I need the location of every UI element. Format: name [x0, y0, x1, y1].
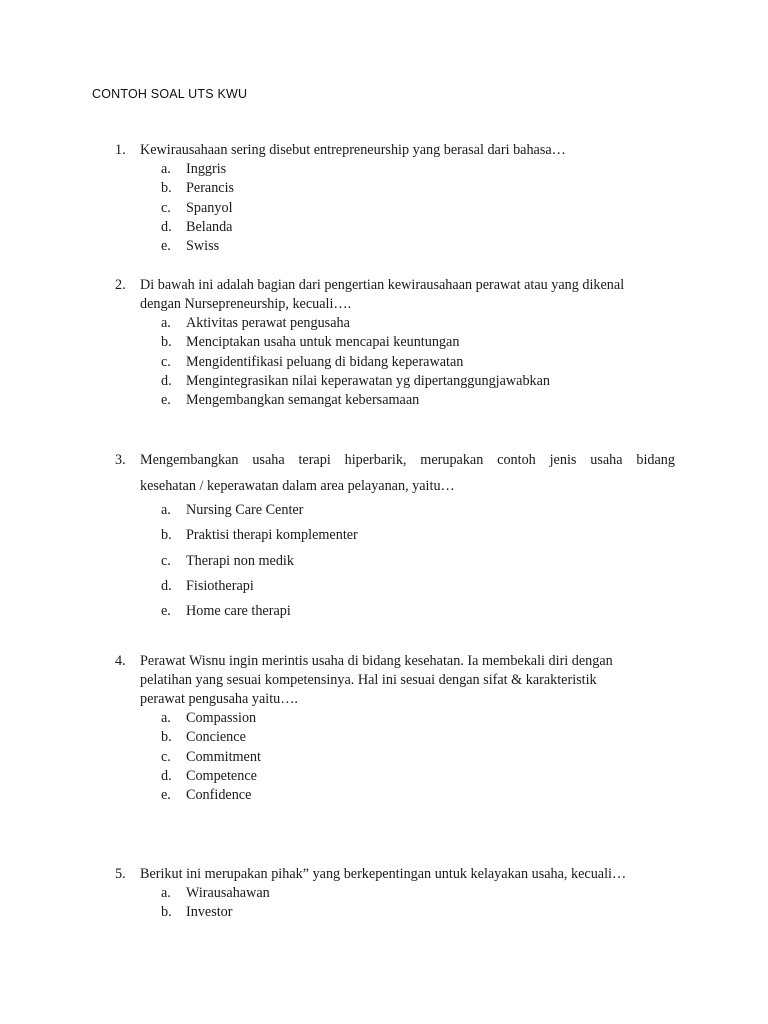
option-list: [115, 709, 675, 805]
question-text: Perawat Wisnu ingin merintis usaha di bidang kesehatan. Ia membekali diri dengan: [140, 653, 613, 669]
page-title: CONTOH SOAL UTS KWU: [92, 87, 248, 101]
question-3: [115, 446, 675, 624]
option-list: [115, 160, 675, 256]
option-item: [115, 523, 675, 548]
option-letter: c.: [161, 552, 171, 569]
option-letter: a.: [161, 315, 171, 331]
option-letter: b.: [161, 527, 172, 544]
option-item: [115, 391, 675, 410]
option-text: Investor: [186, 904, 233, 921]
option-letter: e.: [161, 392, 171, 409]
option-text: Mengintegrasikan nilai keperawatan yg dipertanggungjawabkan: [186, 372, 551, 389]
option-text: Menciptakan usaha untuk mencapai keuntungan: [186, 334, 460, 351]
option-item: [115, 179, 675, 198]
option-item: [115, 333, 675, 352]
option-text: Fisiotherapi: [186, 577, 254, 594]
question-number: 5.: [115, 866, 126, 882]
option-letter: d.: [161, 218, 172, 235]
option-letter: c.: [161, 353, 171, 370]
option-item: [115, 903, 675, 922]
question-text: kesehatan / keperawatan dalam area pelayanan, yaitu…: [140, 478, 455, 494]
question-2: [115, 276, 675, 410]
option-list: [115, 498, 675, 624]
option-item: [115, 786, 675, 805]
option-text: Compassion: [186, 710, 257, 726]
option-text: Inggris: [186, 161, 227, 177]
option-item: [115, 237, 675, 256]
question-number: 4.: [115, 653, 126, 669]
option-list: [115, 314, 675, 410]
question-number: 2.: [115, 277, 126, 293]
option-letter: e.: [161, 603, 171, 620]
option-item: [115, 748, 675, 767]
option-item: [115, 728, 675, 747]
option-letter: d.: [161, 372, 172, 389]
question-text: Berikut ini merupakan pihak” yang berkepentingan untuk kelayakan usaha, kecuali…: [140, 866, 627, 882]
option-letter: a.: [161, 710, 171, 726]
option-text: Mengidentifikasi peluang di bidang keperawatan: [186, 353, 464, 370]
option-item: [115, 574, 675, 599]
question-text: dengan Nursepreneurship, kecuali….: [140, 296, 352, 312]
option-letter: c.: [161, 748, 171, 765]
option-item: [115, 884, 675, 903]
option-letter: c.: [161, 199, 171, 216]
question-5: [115, 865, 675, 923]
option-letter: b.: [161, 729, 172, 746]
option-letter: b.: [161, 904, 172, 921]
question-text: perawat pengusaha yaitu….: [140, 691, 298, 707]
option-letter: a.: [161, 502, 171, 518]
question-1: [115, 141, 675, 256]
option-list: [115, 884, 675, 923]
option-item: [115, 767, 675, 786]
option-letter: b.: [161, 334, 172, 351]
question-text: Mengembangkan usaha terapi hiperbarik, merupakan contoh jenis usaha bidang: [140, 452, 675, 468]
option-text: Belanda: [186, 218, 233, 235]
question-text: Kewirausahaan sering disebut entrepreneurship yang berasal dari bahasa…: [140, 142, 566, 158]
option-item: [115, 199, 675, 218]
option-item: [115, 549, 675, 574]
option-text: Competence: [186, 767, 257, 784]
option-letter: d.: [161, 767, 172, 784]
option-letter: e.: [161, 787, 171, 804]
option-text: Spanyol: [186, 199, 233, 216]
option-text: Concience: [186, 729, 246, 746]
question-number: 3.: [115, 452, 126, 468]
option-text: Swiss: [186, 238, 220, 255]
option-text: Commitment: [186, 748, 261, 765]
question-text: pelatihan yang sesuai kompetensinya. Hal ini sesuai dengan sifat & karakteristik: [140, 672, 597, 688]
question-4: [115, 652, 675, 805]
option-letter: e.: [161, 238, 171, 255]
option-item: [115, 498, 675, 523]
option-item: [115, 709, 675, 728]
option-item: [115, 353, 675, 372]
question-text: Di bawah ini adalah bagian dari pengertian kewirausahaan perawat atau yang dikenal: [140, 277, 625, 293]
option-letter: a.: [161, 885, 171, 901]
option-text: Nursing Care Center: [186, 502, 304, 518]
option-text: Confidence: [186, 787, 252, 804]
option-text: Praktisi therapi komplementer: [186, 527, 358, 544]
option-text: Mengembangkan semangat kebersamaan: [186, 392, 420, 409]
option-letter: b.: [161, 180, 172, 197]
option-letter: d.: [161, 577, 172, 594]
option-item: [115, 160, 675, 179]
option-item: [115, 218, 675, 237]
option-text: Home care therapi: [186, 603, 291, 620]
option-item: [115, 314, 675, 333]
option-text: Perancis: [186, 180, 235, 197]
option-text: Aktivitas perawat pengusaha: [186, 315, 350, 331]
option-item: [115, 599, 675, 624]
option-item: [115, 372, 675, 391]
question-number: 1.: [115, 142, 126, 158]
option-text: Therapi non medik: [186, 552, 294, 569]
option-text: Wirausahawan: [186, 885, 270, 901]
option-letter: a.: [161, 161, 171, 177]
